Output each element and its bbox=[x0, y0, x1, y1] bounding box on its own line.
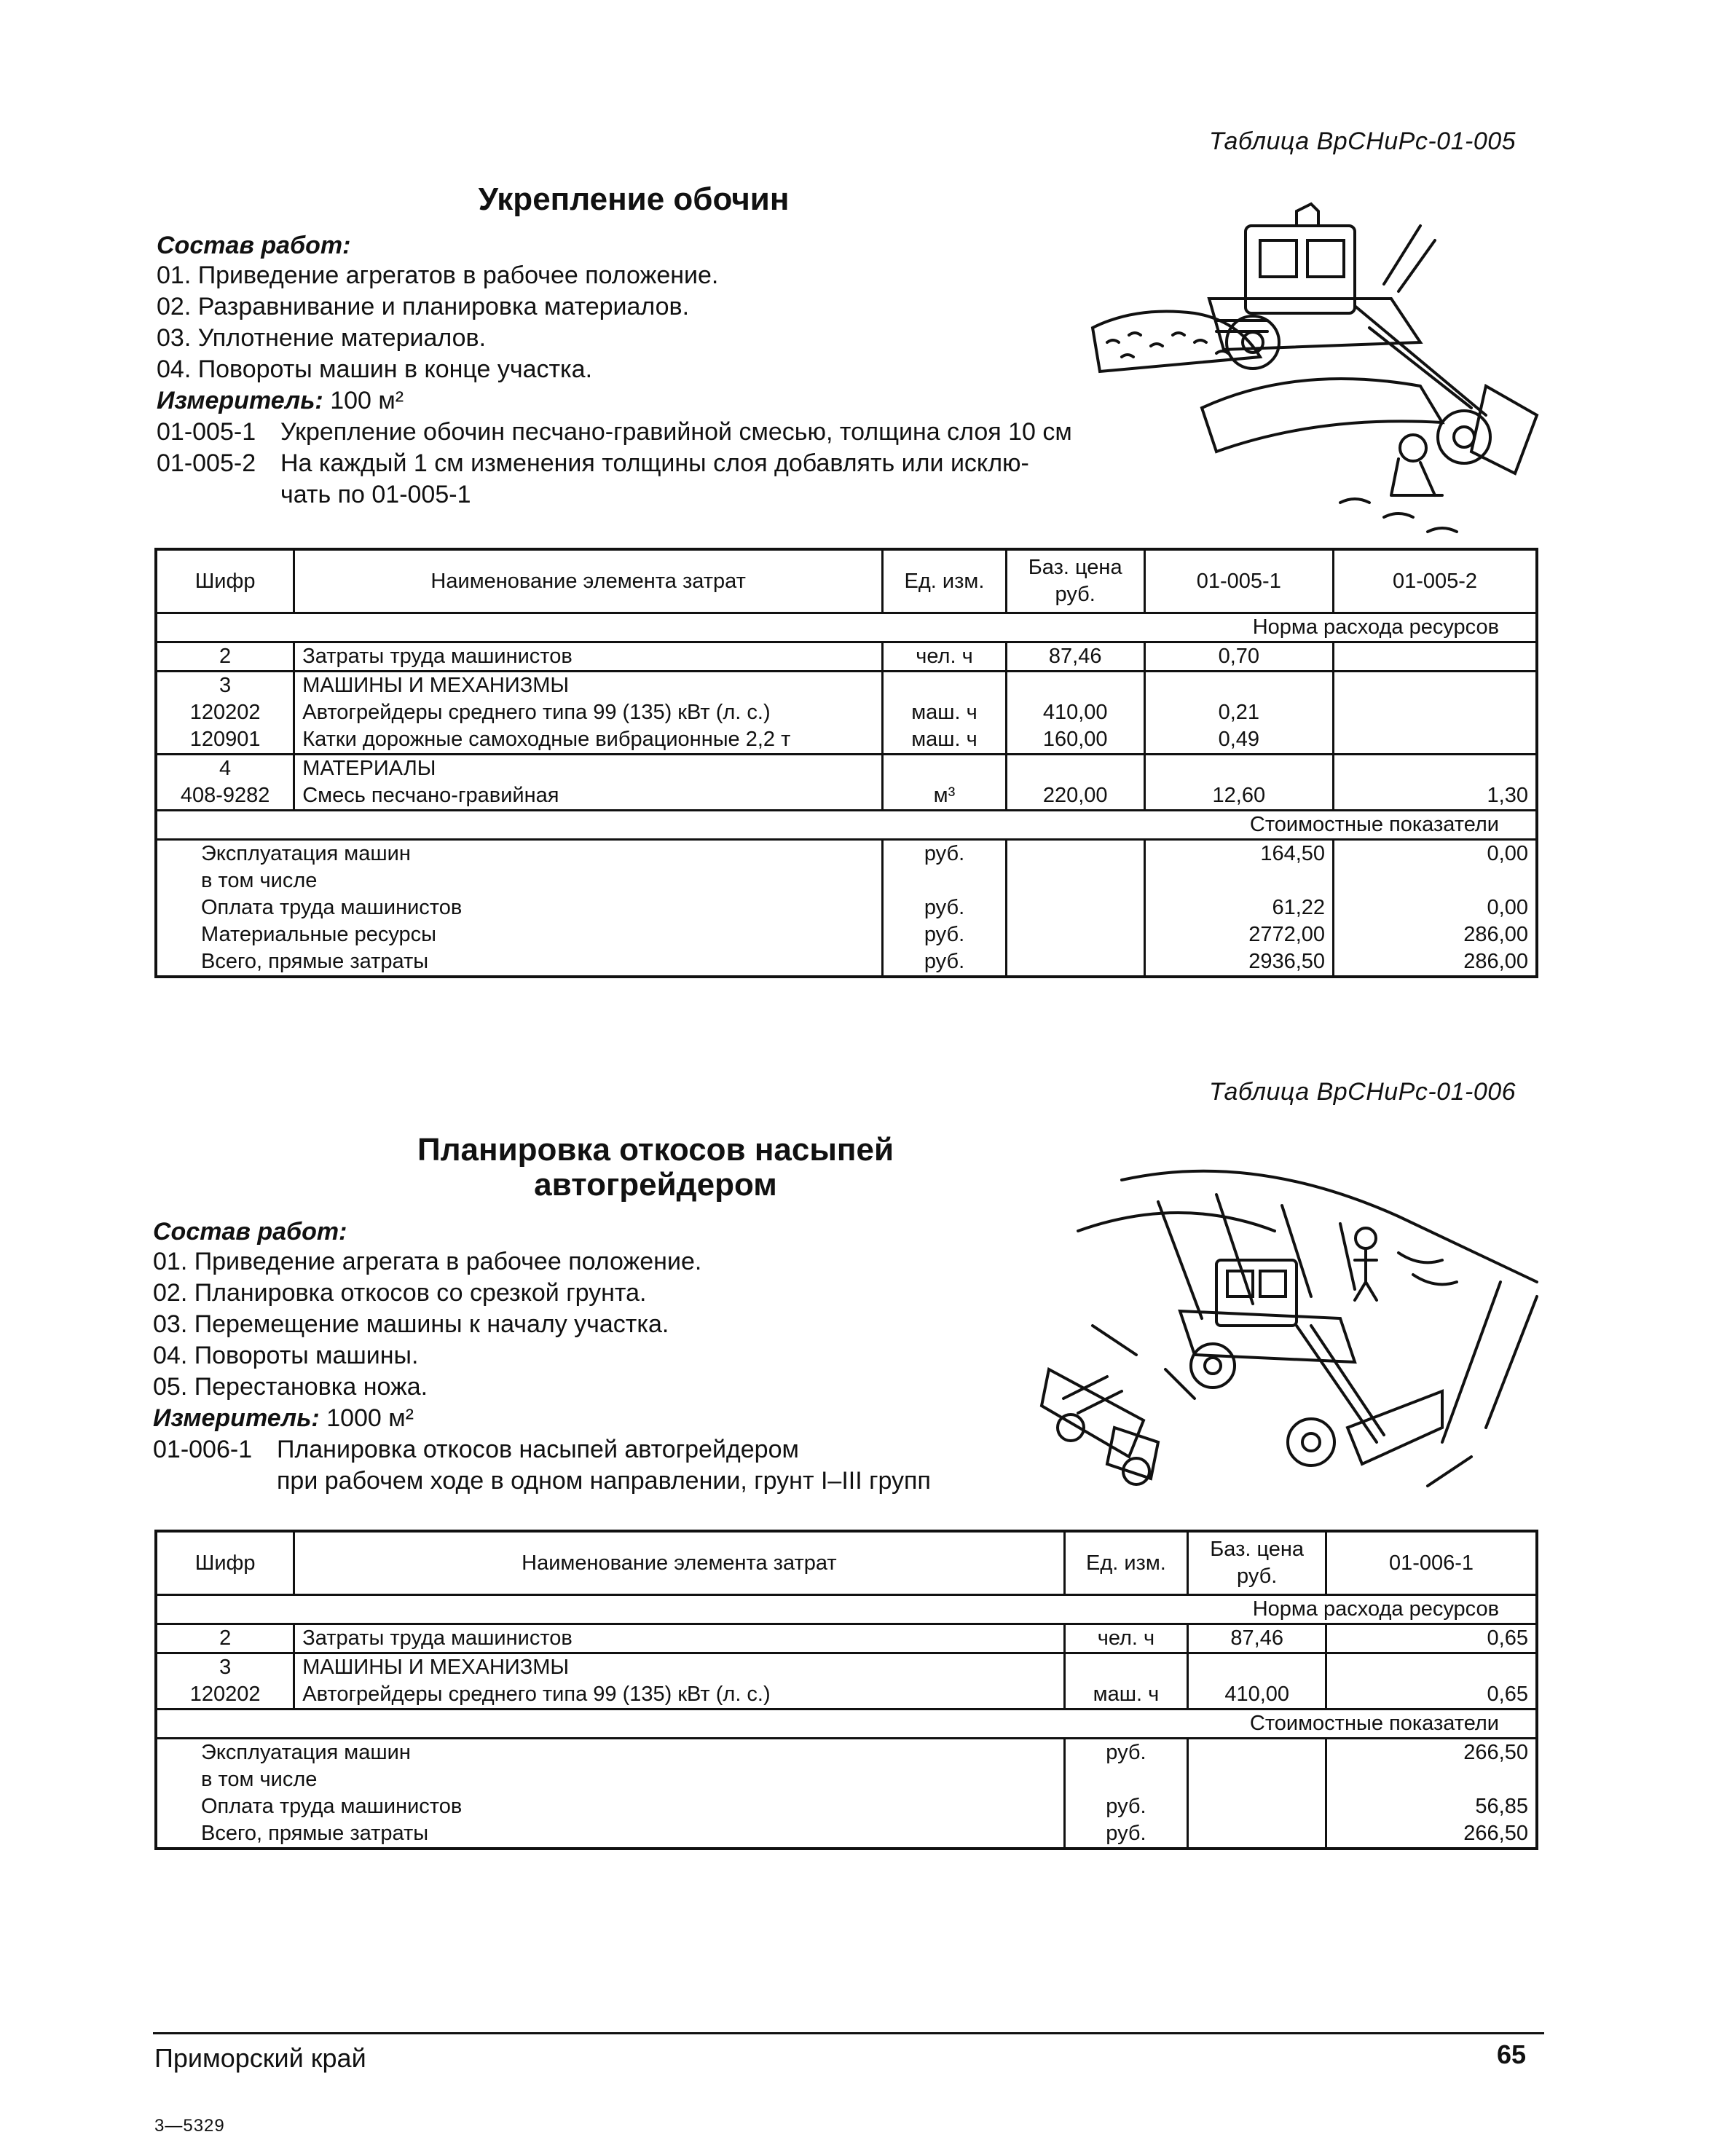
composition-label: Состав работ: bbox=[153, 1218, 347, 1246]
section-title-line: Планировка откосов насыпей bbox=[417, 1132, 894, 1168]
cell-value: 12,60 bbox=[1144, 782, 1334, 811]
cell-price bbox=[1188, 1793, 1326, 1820]
cell-code: 4 bbox=[156, 755, 294, 783]
table-header-row bbox=[156, 549, 1537, 613]
cell-unit: руб. bbox=[883, 840, 1007, 868]
cell-value bbox=[1326, 1653, 1537, 1682]
section-row bbox=[156, 613, 1537, 642]
cell-name: Всего, прямые затраты bbox=[156, 1820, 1064, 1849]
col-header: Наименование элемента затрат bbox=[294, 549, 883, 613]
cell-price: 410,00 bbox=[1188, 1681, 1326, 1710]
cell-unit: руб. bbox=[1064, 1739, 1188, 1767]
item-text: На каждый 1 см изменения толщины слоя добавлять или исклю- bbox=[280, 449, 1029, 477]
cell-code: 120202 bbox=[156, 699, 294, 726]
cell-value: 164,50 bbox=[1144, 840, 1334, 868]
table-row bbox=[156, 699, 1537, 726]
table-row bbox=[156, 1820, 1537, 1849]
cost-table-01-005 bbox=[154, 548, 1538, 978]
item-text: Планировка откосов насыпей автогрейдером bbox=[277, 1436, 799, 1463]
cell-value: 0,00 bbox=[1334, 840, 1537, 868]
step: 03. Перемещение машины к началу участка. bbox=[153, 1310, 669, 1338]
cell-name: Эксплуатация машин bbox=[156, 1739, 1064, 1767]
meter-line bbox=[157, 385, 1072, 417]
cell-name: Смесь песчано-гравийная bbox=[294, 782, 883, 811]
cell-unit: маш. ч bbox=[883, 699, 1007, 726]
table-row bbox=[156, 948, 1537, 977]
cell-code: 3 bbox=[156, 1653, 294, 1682]
cell-value bbox=[1334, 672, 1537, 700]
meter-label: Измеритель: bbox=[153, 1404, 320, 1432]
cell-value: 0,65 bbox=[1326, 1624, 1537, 1653]
cost-table-01-006 bbox=[154, 1530, 1538, 1850]
cell-price bbox=[1006, 921, 1144, 948]
cell-price: 160,00 bbox=[1006, 726, 1144, 755]
col-header: 01-006-1 bbox=[1326, 1531, 1537, 1595]
section-label: Стоимостные показатели bbox=[156, 1710, 1537, 1739]
table-row bbox=[156, 726, 1537, 755]
cell-unit bbox=[883, 755, 1007, 783]
meter-label: Измеритель: bbox=[157, 387, 323, 414]
table-row bbox=[156, 1624, 1537, 1653]
cell-unit: маш. ч bbox=[883, 726, 1007, 755]
cell-unit bbox=[883, 672, 1007, 700]
col-header: Шифр bbox=[156, 549, 294, 613]
cell-value: 0,21 bbox=[1144, 699, 1334, 726]
cell-name: Автогрейдеры среднего типа 99 (135) кВт (л. с.) bbox=[294, 1681, 1064, 1710]
section-label: Норма расхода ресурсов bbox=[156, 613, 1537, 642]
work-composition bbox=[153, 1218, 931, 1497]
table-row bbox=[156, 1739, 1537, 1767]
section-title-line: автогрейдером bbox=[534, 1167, 777, 1203]
section-row bbox=[156, 1595, 1537, 1624]
table-row bbox=[156, 782, 1537, 811]
cell-price bbox=[1188, 1653, 1326, 1682]
col-header: Наименование элемента затрат bbox=[294, 1531, 1064, 1595]
cell-price: 87,46 bbox=[1006, 642, 1144, 672]
cell-value: 61,22 bbox=[1144, 894, 1334, 921]
col-header: 01-005-1 bbox=[1144, 549, 1334, 613]
section-label: Стоимостные показатели bbox=[156, 811, 1537, 840]
table-row bbox=[156, 755, 1537, 783]
cell-code: 408-9282 bbox=[156, 782, 294, 811]
item-line bbox=[157, 448, 1072, 479]
cell-price bbox=[1006, 755, 1144, 783]
print-code: 3—5329 bbox=[154, 2116, 225, 2136]
cell-name: в том числе bbox=[156, 1766, 1064, 1793]
cell-value bbox=[1144, 867, 1334, 894]
cell-unit: руб. bbox=[883, 948, 1007, 977]
cell-name: Оплата труда машинистов bbox=[156, 894, 883, 921]
table-caption: Таблица ВрСНиРс-01-006 bbox=[1209, 1078, 1516, 1106]
table-row bbox=[156, 921, 1537, 948]
section-row bbox=[156, 1710, 1537, 1739]
page-number: 65 bbox=[1497, 2039, 1527, 2069]
step: 04. Повороты машины. bbox=[153, 1342, 419, 1369]
item-text: Укрепление обочин песчано-гравийной смесью, толщина слоя 10 см bbox=[280, 418, 1072, 446]
cell-value: 266,50 bbox=[1326, 1739, 1537, 1767]
cell-price: 87,46 bbox=[1188, 1624, 1326, 1653]
cell-unit bbox=[1064, 1653, 1188, 1682]
table-caption: Таблица ВрСНиРс-01-005 bbox=[1209, 127, 1516, 155]
cell-code: 120202 bbox=[156, 1681, 294, 1710]
col-header: Ед. изм. bbox=[883, 549, 1007, 613]
step: 02. Планировка откосов со срезкой грунта. bbox=[153, 1279, 647, 1307]
cell-name: Автогрейдеры среднего типа 99 (135) кВт (л. с.) bbox=[294, 699, 883, 726]
cell-value: 2772,00 bbox=[1144, 921, 1334, 948]
col-header: Баз. цена руб. bbox=[1188, 1531, 1326, 1595]
table-row bbox=[156, 894, 1537, 921]
footer-divider bbox=[153, 2032, 1544, 2034]
cell-value bbox=[1334, 755, 1537, 783]
composition-label: Состав работ: bbox=[157, 232, 351, 259]
cell-unit bbox=[1064, 1766, 1188, 1793]
cell-name: МАТЕРИАЛЫ bbox=[294, 755, 883, 783]
table-row bbox=[156, 840, 1537, 868]
cell-unit: руб. bbox=[883, 921, 1007, 948]
cell-code: 2 bbox=[156, 1624, 294, 1653]
section-row bbox=[156, 811, 1537, 840]
cell-price bbox=[1188, 1739, 1326, 1767]
item-line-continued: чать по 01-005-1 bbox=[280, 481, 471, 508]
step: 03. Уплотнение материалов. bbox=[157, 324, 487, 352]
cell-name: Затраты труда машинистов bbox=[294, 1624, 1064, 1653]
cell-value bbox=[1334, 867, 1537, 894]
item-line bbox=[157, 417, 1072, 448]
cell-value: 286,00 bbox=[1334, 921, 1537, 948]
work-composition bbox=[157, 232, 1072, 511]
table-row bbox=[156, 672, 1537, 700]
cell-price bbox=[1006, 672, 1144, 700]
meter-value: 100 м² bbox=[330, 387, 404, 414]
step: 01. Приведение агрегата в рабочее положение. bbox=[153, 1248, 702, 1275]
cell-value: 0,65 bbox=[1326, 1681, 1537, 1710]
cell-price bbox=[1188, 1766, 1326, 1793]
cell-value: 286,00 bbox=[1334, 948, 1537, 977]
motor-grader-slope-illustration bbox=[1034, 1136, 1544, 1515]
item-line bbox=[153, 1434, 931, 1465]
col-header: Баз. цена руб. bbox=[1006, 549, 1144, 613]
cell-price bbox=[1188, 1820, 1326, 1849]
cell-unit: чел. ч bbox=[883, 642, 1007, 672]
cell-name: Всего, прямые затраты bbox=[156, 948, 883, 977]
cell-value bbox=[1334, 642, 1537, 672]
cell-code: 120901 bbox=[156, 726, 294, 755]
cell-value bbox=[1334, 699, 1537, 726]
cell-value: 0,70 bbox=[1144, 642, 1334, 672]
table-row bbox=[156, 642, 1537, 672]
cell-value: 0,00 bbox=[1334, 894, 1537, 921]
cell-name: в том числе bbox=[156, 867, 883, 894]
cell-name: МАШИНЫ И МЕХАНИЗМЫ bbox=[294, 672, 883, 700]
cell-value: 266,50 bbox=[1326, 1820, 1537, 1849]
cell-unit: чел. ч bbox=[1064, 1624, 1188, 1653]
cell-unit: руб. bbox=[1064, 1793, 1188, 1820]
footer-region: Приморский край bbox=[154, 2043, 366, 2073]
cell-price bbox=[1006, 894, 1144, 921]
cell-code: 2 bbox=[156, 642, 294, 672]
cell-name: Материальные ресурсы bbox=[156, 921, 883, 948]
section-title: Укрепление обочин bbox=[478, 181, 790, 217]
cell-unit: руб. bbox=[883, 894, 1007, 921]
cell-value bbox=[1326, 1766, 1537, 1793]
cell-value: 2936,50 bbox=[1144, 948, 1334, 977]
cell-price: 220,00 bbox=[1006, 782, 1144, 811]
table-header-row bbox=[156, 1531, 1537, 1595]
item-code: 01-005-2 bbox=[157, 449, 256, 477]
item-code: 01-006-1 bbox=[153, 1436, 253, 1463]
cell-name: Катки дорожные самоходные вибрационные 2,2 т bbox=[294, 726, 883, 755]
section-label: Норма расхода ресурсов bbox=[156, 1595, 1537, 1624]
cell-unit bbox=[883, 867, 1007, 894]
cell-unit: м³ bbox=[883, 782, 1007, 811]
cell-value bbox=[1144, 755, 1334, 783]
step: 04. Повороты машин в конце участка. bbox=[157, 355, 593, 383]
col-header: Ед. изм. bbox=[1064, 1531, 1188, 1595]
table-row bbox=[156, 1653, 1537, 1682]
cell-price: 410,00 bbox=[1006, 699, 1144, 726]
cell-value: 1,30 bbox=[1334, 782, 1537, 811]
cell-name: МАШИНЫ И МЕХАНИЗМЫ bbox=[294, 1653, 1064, 1682]
col-header: 01-005-2 bbox=[1334, 549, 1537, 613]
cell-name: Эксплуатация машин bbox=[156, 840, 883, 868]
cell-price bbox=[1006, 867, 1144, 894]
cell-value: 0,49 bbox=[1144, 726, 1334, 755]
table-row bbox=[156, 1793, 1537, 1820]
cell-unit: маш. ч bbox=[1064, 1681, 1188, 1710]
cell-value: 56,85 bbox=[1326, 1793, 1537, 1820]
cell-value bbox=[1334, 726, 1537, 755]
meter-line bbox=[153, 1403, 931, 1434]
step: 02. Разравнивание и планировка материалов. bbox=[157, 293, 690, 320]
cell-price bbox=[1006, 840, 1144, 868]
motor-grader-shoulder-illustration bbox=[1078, 197, 1544, 546]
table-row bbox=[156, 1766, 1537, 1793]
table-row bbox=[156, 1681, 1537, 1710]
meter-value: 1000 м² bbox=[326, 1404, 414, 1432]
cell-code: 3 bbox=[156, 672, 294, 700]
step: 01. Приведение агрегатов в рабочее положение. bbox=[157, 261, 719, 289]
step: 05. Перестановка ножа. bbox=[153, 1373, 428, 1401]
col-header: Шифр bbox=[156, 1531, 294, 1595]
cell-value bbox=[1144, 672, 1334, 700]
item-code: 01-005-1 bbox=[157, 418, 256, 446]
section-title bbox=[306, 1133, 1005, 1203]
cell-name: Оплата труда машинистов bbox=[156, 1793, 1064, 1820]
cell-unit: руб. bbox=[1064, 1820, 1188, 1849]
item-line-continued: при рабочем ходе в одном направлении, грунт I–III групп bbox=[277, 1467, 931, 1495]
cell-price bbox=[1006, 948, 1144, 977]
table-row bbox=[156, 867, 1537, 894]
cell-name: Затраты труда машинистов bbox=[294, 642, 883, 672]
